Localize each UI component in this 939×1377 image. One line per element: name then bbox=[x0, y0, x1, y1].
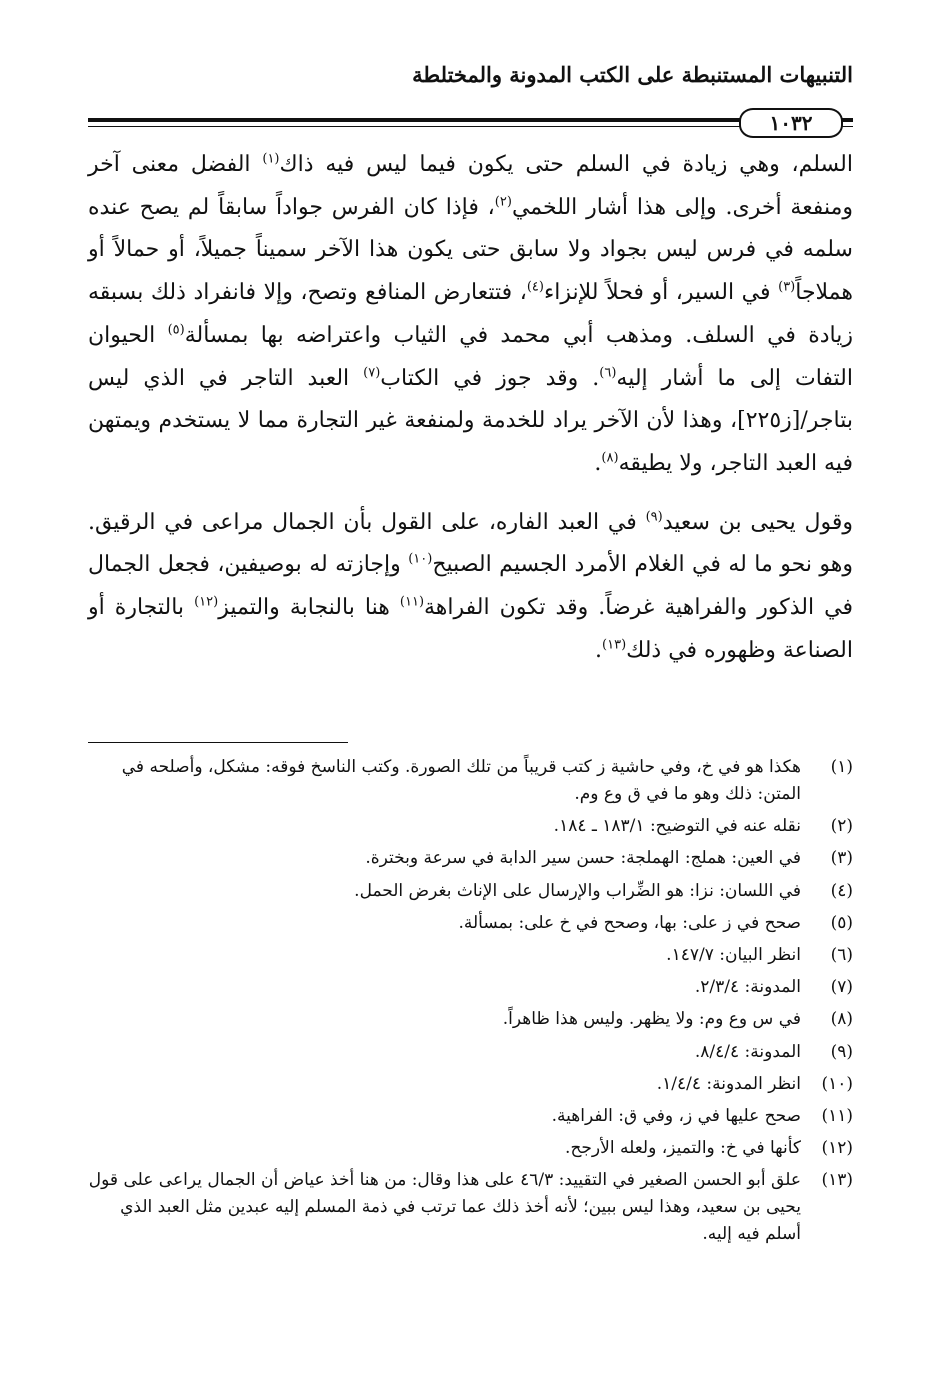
text-run: العبد التاجر في الذي ليس بتاجر/[ز٢٢٥]، وهذا لأن الآخر يراد للخدمة ولمنفعة غير التجارة مما لا يستخدم ويمتهن فيه العبد التاجر، ولا يطيقه bbox=[88, 365, 853, 476]
footnote-number: (٥) bbox=[830, 912, 853, 933]
footnote-number: (٣) bbox=[830, 848, 853, 869]
footnotes-list bbox=[88, 754, 853, 1253]
book-page bbox=[88, 58, 853, 1245]
text-run: بالتجارة أو الصناعة وظهوره في ذلك bbox=[88, 595, 853, 663]
footnote-text: في العين: هملج: الهملجة: حسن سير الدابة في سرعة وبخترة. bbox=[365, 848, 801, 869]
footnote-text: هكذا هو في خ، وفي حاشية ز كتب قريباً من تلك الصورة. وكتب الناسخ فوقه: مشكل، وأصلحه في المتن: ذلك وهو ما في ق وع وم. bbox=[121, 757, 801, 804]
footnote-ref[interactable]: (١٠) bbox=[408, 552, 433, 567]
text-run: هنا بالنجابة والتميز bbox=[218, 595, 400, 621]
footnote-number: (١٣) bbox=[821, 1170, 853, 1191]
body-paragraph-2 bbox=[88, 502, 853, 673]
footnote-ref[interactable]: (٨) bbox=[601, 450, 619, 466]
footnote-ref[interactable]: (٧) bbox=[363, 365, 381, 381]
footnote-item bbox=[88, 1103, 853, 1130]
text-run: في العبد الفاره، على القول بأن الجمال مراعى في الرقيق. وهو نحو ما له في الغلام الأمرد الجسيم الصبيح bbox=[88, 509, 853, 578]
main-text bbox=[88, 144, 853, 672]
footnote-item bbox=[88, 942, 853, 969]
running-header bbox=[88, 58, 853, 98]
footnote-item bbox=[88, 1039, 853, 1066]
footnote-number: (٤) bbox=[830, 880, 853, 901]
footnote-ref[interactable]: (٦) bbox=[599, 365, 617, 381]
footnote-text: المدونة: ٨/٤/٤. bbox=[694, 1041, 801, 1062]
footnote-number: (١١) bbox=[821, 1105, 853, 1126]
footnote-number: (١٢) bbox=[821, 1138, 853, 1159]
body-paragraph-1 bbox=[88, 144, 853, 486]
footnote-item bbox=[88, 1006, 853, 1033]
footnote-ref[interactable]: (٣) bbox=[778, 279, 796, 295]
page-number: ١٠٣٢ bbox=[739, 108, 843, 138]
footnote-text: صحح في ز على: بها، وصحح في خ على: بمسألة. bbox=[458, 912, 801, 933]
footnote-text: المدونة: ٢/٣/٤. bbox=[694, 977, 801, 998]
footnote-number: (٨) bbox=[830, 1009, 853, 1030]
text-run: الحيوان التفات إلى ما أشار إليه bbox=[88, 322, 853, 391]
footnote-text: نقله عنه في التوضيح: ١٨٣/١ ـ ١٨٤. bbox=[553, 816, 801, 837]
footnote-separator bbox=[88, 742, 348, 743]
footnote-text: كأنها في خ: والتميز، ولعله الأرجح. bbox=[565, 1138, 801, 1159]
footnote-ref[interactable]: (٢) bbox=[494, 194, 512, 210]
text-run: ، فتتعارض المنافع وتصح، وإلا فانفراد ذلك بسبقه زيادة في السلف. ومذهب أبي محمد في الثياب واعتراضه بها بمسألة bbox=[88, 280, 853, 348]
text-run: وإجازته له بوصيفين، فجعل الجمال في الذكور والفراهية غرضاً. وقد تكون الفراهة bbox=[88, 552, 853, 621]
footnote-item bbox=[88, 910, 853, 937]
text-run: . bbox=[595, 637, 603, 663]
running-title: التنبيهات المستنبطة على الكتب المدونة والمختلطة bbox=[412, 62, 853, 87]
text-run: الفضل معنى آخر ومنفعة أخرى. وإلى هذا أشار اللخمي bbox=[88, 152, 853, 220]
footnote-item bbox=[88, 1167, 853, 1248]
footnote-number: (١٠) bbox=[821, 1073, 853, 1094]
footnote-text: انظر البيان: ١٤٧/٧. bbox=[666, 944, 801, 965]
footnote-item bbox=[88, 813, 853, 840]
footnote-ref[interactable]: (١٣) bbox=[602, 637, 627, 653]
footnote-item bbox=[88, 754, 853, 808]
footnote-text: في اللسان: نزا: هو الضِّراب والإرسال على الإناث بغرض الحمل. bbox=[354, 880, 801, 901]
footnote-ref[interactable]: (٥) bbox=[167, 322, 185, 338]
footnote-item bbox=[88, 1071, 853, 1098]
footnote-ref[interactable]: (١١) bbox=[399, 594, 425, 610]
footnote-text: علق أبو الحسن الصغير في التقييد: ٤٦/٣ على هذا وقال: من هنا أخذ عياض أن الجمال يراعى على قول يحيى بن سعيد، وهذا ليس ببين؛ لأنه أخذ ذلك عما ترتب في ذمة المسلم إليه عبدين مثل العبد الذي أسلم فيه إليه. bbox=[88, 1170, 801, 1245]
footnote-number: (١) bbox=[830, 757, 853, 777]
text-run: . وقد جوز في الكتاب bbox=[380, 365, 600, 391]
footnote-text: انظر المدونة: ١/٤/٤. bbox=[656, 1073, 801, 1094]
footnote-item bbox=[88, 974, 853, 1001]
text-run: وقول يحيى بن سعيد bbox=[662, 509, 853, 535]
footnote-ref[interactable]: (١٢) bbox=[194, 594, 219, 610]
footnote-number: (٢) bbox=[830, 816, 853, 837]
footnote-item bbox=[88, 1135, 853, 1162]
footnote-text: في س وع وم: ولا يظهر. وليس هذا ظاهراً. bbox=[502, 1009, 801, 1030]
footnote-number: (٩) bbox=[830, 1041, 853, 1062]
footnote-item bbox=[88, 845, 853, 872]
footnote-ref[interactable]: (٤) bbox=[526, 279, 544, 295]
footnote-number: (٦) bbox=[830, 944, 853, 965]
footnote-ref[interactable]: (١) bbox=[262, 151, 280, 167]
footnote-item bbox=[88, 878, 853, 905]
text-run: ، فإذا كان الفرس جواداً سابقاً لم يصح عنده سلمه في فرس ليس بجواد ولا سابق حتى يكون هذا الآخر سميناً جميلاً، أو حمالاً أو هملاجاً bbox=[88, 194, 853, 306]
text-run: في السير، أو فحلاً للإنزاء bbox=[543, 280, 779, 306]
text-run: السلم، وهي زيادة في السلم حتى يكون فيما ليس فيه ذاك bbox=[279, 152, 853, 177]
footnote-ref[interactable]: (٩) bbox=[645, 509, 663, 525]
text-run: . bbox=[594, 450, 602, 476]
footnote-text: صحح عليها في ز، وفي ق: الفراهية. bbox=[551, 1105, 801, 1126]
footnote-number: (٧) bbox=[830, 977, 853, 998]
